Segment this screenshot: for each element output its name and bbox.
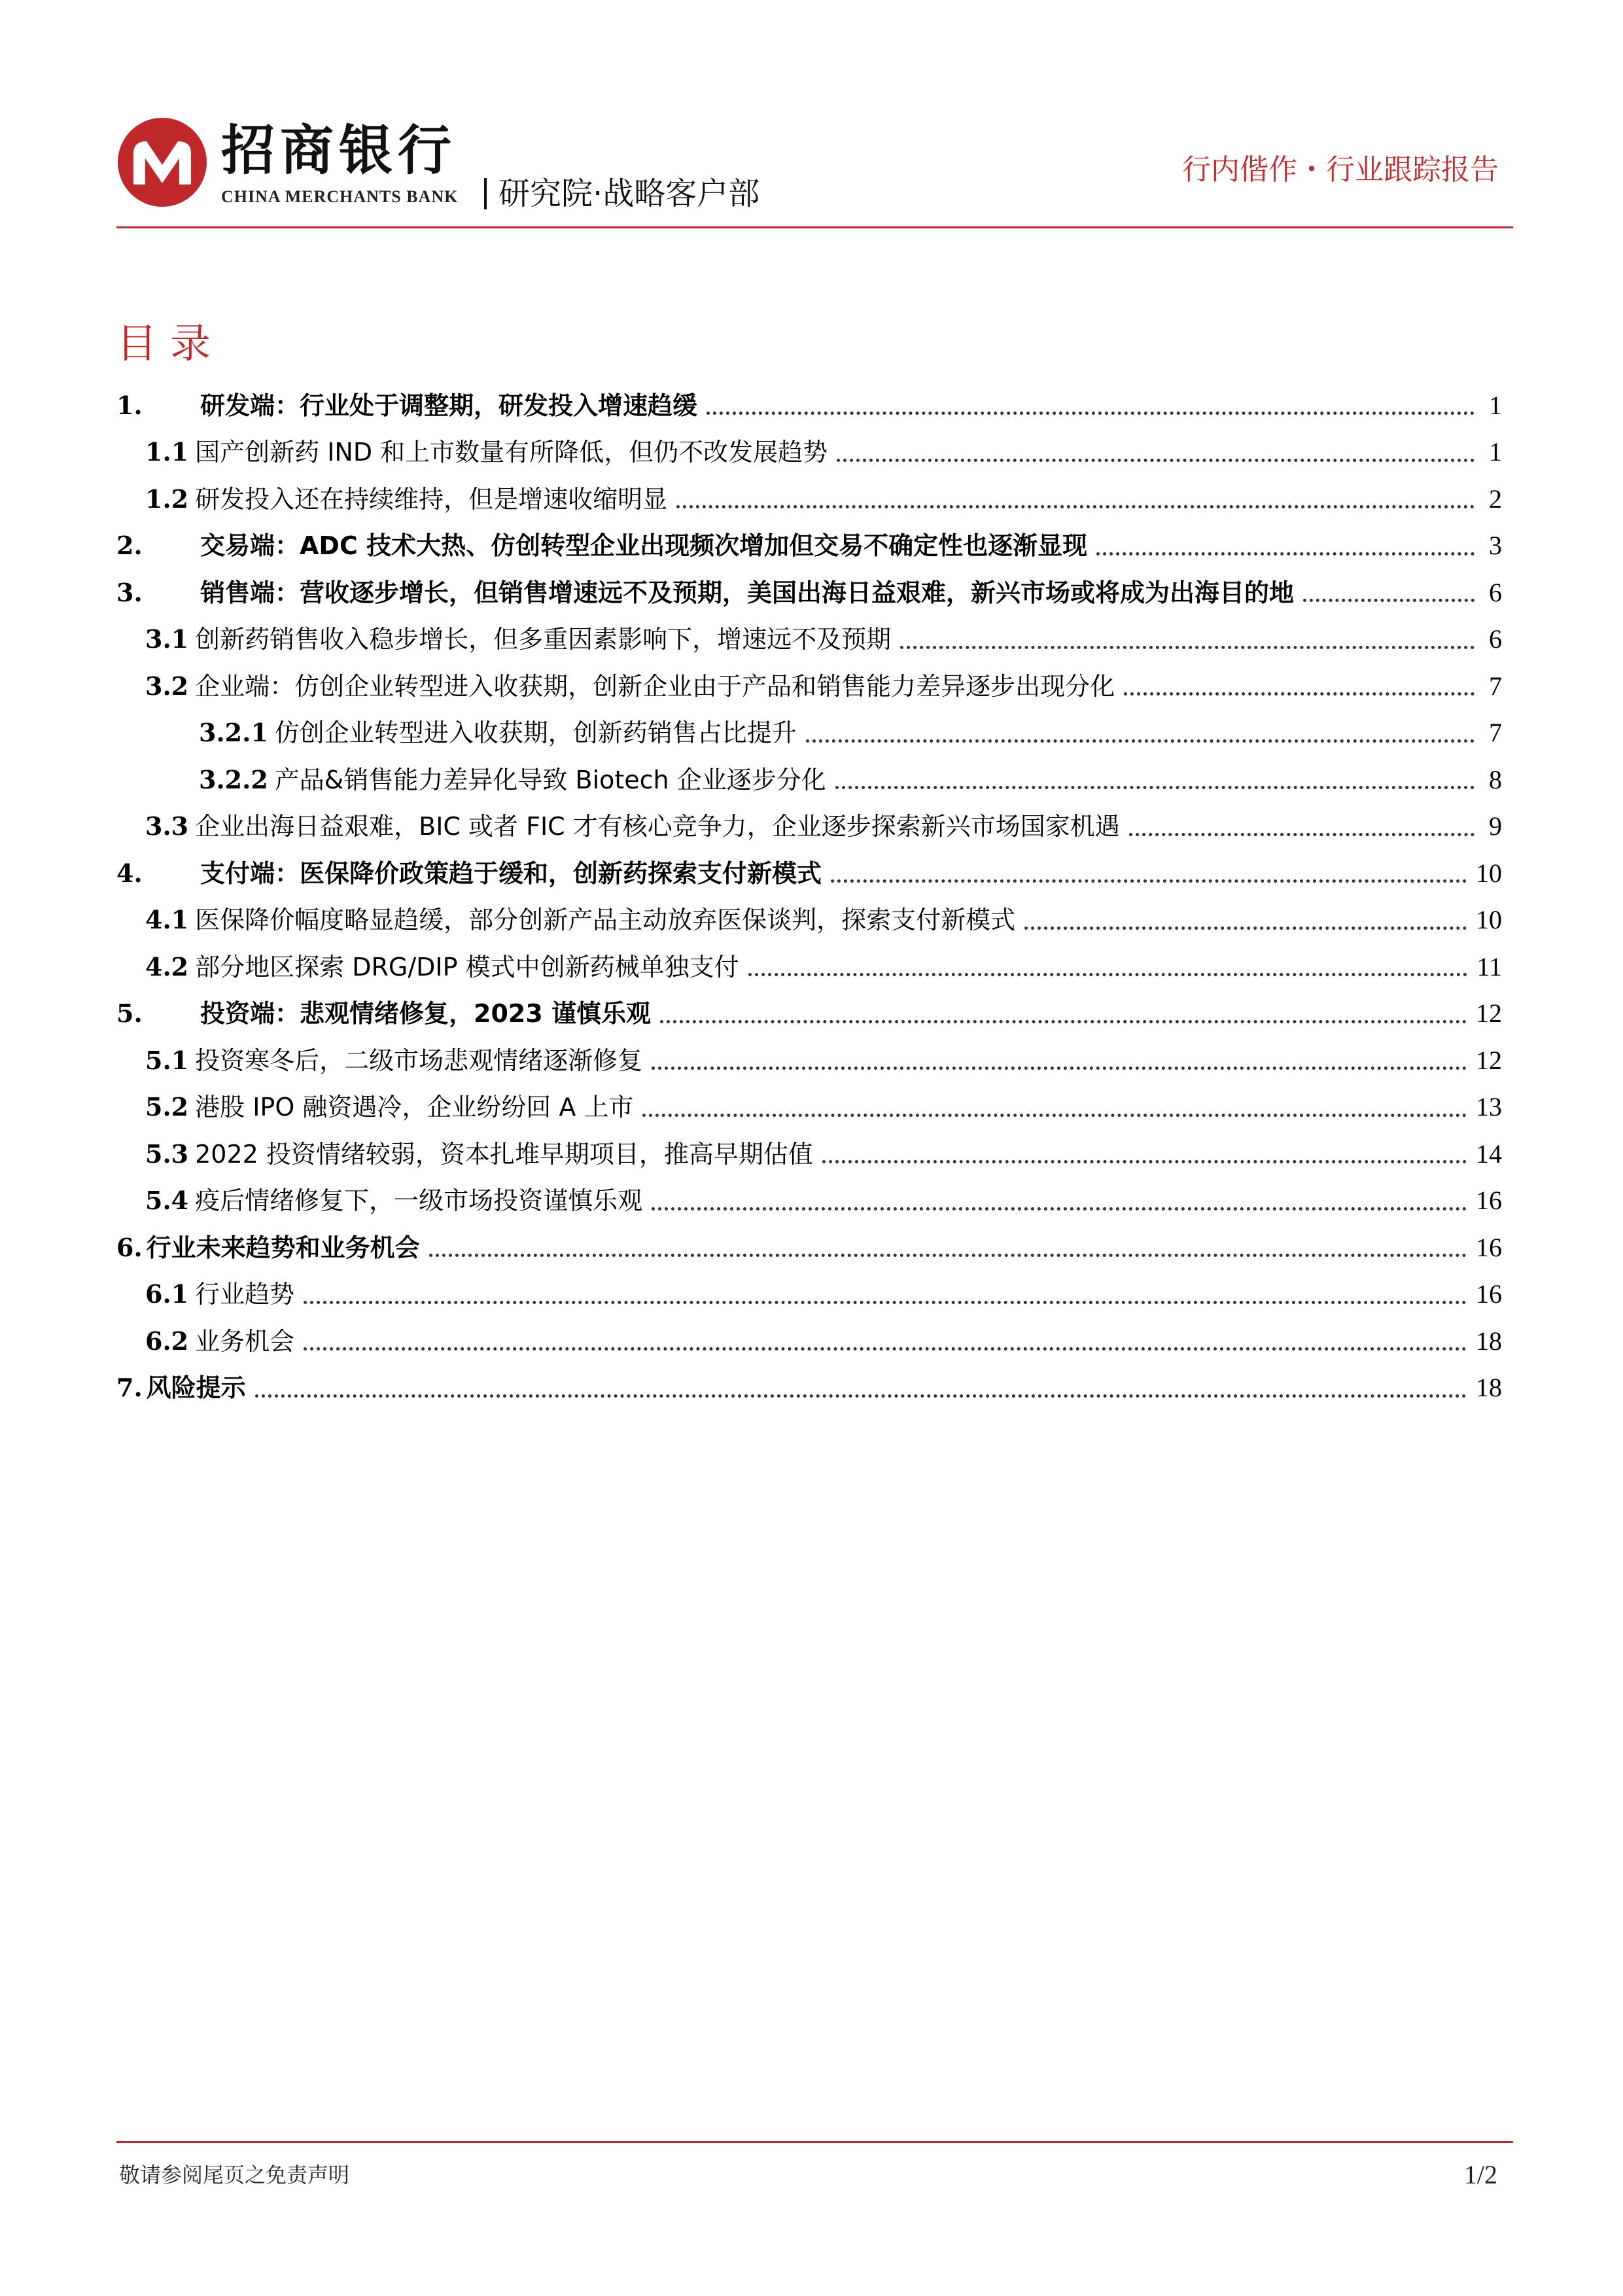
toc-leader-dots bbox=[1024, 927, 1467, 930]
toc-entry-title: 国产创新药 IND 和上市数量有所降低，但仍不改发展趋势 bbox=[195, 438, 828, 467]
toc-entry-number: 4. bbox=[116, 858, 143, 888]
toc-entry-title: 企业端：仿创企业转型进入收获期，创新企业由于产品和销售能力差异逐步出现分化 bbox=[195, 671, 1115, 701]
toc-entry[interactable] bbox=[116, 991, 1502, 1038]
toc-entry-title: 投资寒冬后，二级市场悲观情绪逐渐修复 bbox=[195, 1046, 643, 1075]
toc-entry-number: 1. bbox=[116, 390, 143, 420]
toc-entry-number: 7. bbox=[116, 1373, 143, 1403]
toc-entry-title: 2022 投资情绪较弱，资本扎堆早期项目，推高早期估值 bbox=[195, 1139, 813, 1169]
toc-entry-page: 18 bbox=[1476, 1326, 1502, 1356]
toc-entry-number: 6.2 bbox=[145, 1326, 189, 1356]
toc-entry-page: 16 bbox=[1476, 1186, 1502, 1216]
toc-entry[interactable] bbox=[116, 804, 1502, 851]
toc-entry-number: 6. bbox=[116, 1232, 143, 1262]
toc-entry-number: 5. bbox=[116, 998, 143, 1029]
toc-entry[interactable] bbox=[116, 523, 1502, 570]
toc-entry-number: 3. bbox=[116, 577, 143, 607]
toc-entry-page: 16 bbox=[1476, 1279, 1502, 1309]
toc-entry-title: 投资端：悲观情绪修复，2023 谨慎乐观 bbox=[200, 999, 651, 1029]
toc-leader-dots bbox=[748, 973, 1468, 976]
toc-leader-dots bbox=[707, 412, 1475, 415]
toc-entry-page: 6 bbox=[1489, 577, 1502, 607]
page-number: 1/2 bbox=[1463, 2160, 1497, 2189]
toc-entry-page: 12 bbox=[1476, 1045, 1502, 1075]
toc-entry-page: 3 bbox=[1489, 531, 1502, 561]
toc-leader-dots bbox=[676, 505, 1475, 508]
toc-entry-title: 研发端：行业处于调整期，研发投入增速趋缓 bbox=[200, 391, 698, 420]
toc-entry-title: 行业趋势 bbox=[195, 1280, 295, 1309]
toc-leader-dots bbox=[660, 1020, 1467, 1023]
toc-leader-dots bbox=[835, 786, 1475, 789]
toc-entry-title: 业务机会 bbox=[195, 1326, 295, 1356]
toc-entry-page: 14 bbox=[1476, 1139, 1502, 1169]
toc-entry[interactable] bbox=[116, 1271, 1502, 1318]
toc-leader-dots bbox=[806, 739, 1475, 743]
toc-entry[interactable] bbox=[116, 1224, 1502, 1271]
cmb-logo-icon bbox=[116, 116, 208, 208]
toc-entry[interactable] bbox=[116, 1318, 1502, 1365]
toc-entry-title: 行业未来趋势和业务机会 bbox=[146, 1233, 420, 1262]
toc-entry-page: 6 bbox=[1489, 624, 1502, 654]
toc-entry-title: 支付端：医保降价政策趋于缓和，创新药探索支付新模式 bbox=[200, 858, 822, 888]
toc-leader-dots bbox=[900, 646, 1475, 649]
toc-entry[interactable] bbox=[116, 476, 1502, 523]
toc-leader-dots bbox=[255, 1394, 1467, 1398]
toc-entry[interactable] bbox=[116, 1365, 1502, 1412]
toc-entry[interactable] bbox=[116, 1131, 1502, 1178]
toc-entry-title: 研发投入还在持续维持，但是增速收缩明显 bbox=[195, 484, 668, 514]
toc-entry-page: 18 bbox=[1476, 1373, 1502, 1403]
toc-leader-dots bbox=[1129, 833, 1475, 836]
toc-entry-title: 交易端：ADC 技术大热、仿创转型企业出现频次增加但交易不确定性也逐渐显现 bbox=[200, 531, 1088, 561]
toc-leader-dots bbox=[1096, 552, 1475, 556]
toc-entry[interactable] bbox=[116, 429, 1502, 476]
toc-entry-number: 5.2 bbox=[145, 1092, 189, 1122]
table-of-contents bbox=[116, 382, 1502, 1411]
toc-leader-dots bbox=[837, 459, 1475, 462]
footer-divider bbox=[116, 2141, 1513, 2143]
toc-entry-page: 10 bbox=[1476, 905, 1502, 935]
toc-entry-page: 13 bbox=[1476, 1092, 1502, 1122]
toc-leader-dots bbox=[652, 1067, 1467, 1070]
toc-entry[interactable] bbox=[116, 382, 1502, 429]
toc-entry-number: 5.3 bbox=[145, 1139, 189, 1169]
toc-entry[interactable] bbox=[116, 1178, 1502, 1225]
toc-entry-page: 16 bbox=[1476, 1232, 1502, 1262]
toc-entry-number: 3.2.1 bbox=[199, 718, 268, 748]
toc-entry-page: 2 bbox=[1489, 484, 1502, 514]
toc-entry-number: 5.1 bbox=[145, 1045, 189, 1075]
bank-name-english: CHINA MERCHANTS BANK bbox=[221, 187, 459, 206]
toc-entry[interactable] bbox=[116, 1037, 1502, 1084]
toc-entry-title: 销售端：营收逐步增长，但销售增速远不及预期，美国出海日益艰难，新兴市场或将成为出海目的地 bbox=[200, 578, 1295, 607]
toc-entry-number: 5.4 bbox=[145, 1186, 189, 1216]
bank-name: 招商银行 bbox=[221, 120, 457, 182]
toc-entry-page: 1 bbox=[1489, 390, 1502, 420]
toc-entry-number: 2. bbox=[116, 531, 143, 561]
toc-entry-title: 部分地区探索 DRG/DIP 模式中创新药械单独支付 bbox=[195, 952, 739, 981]
toc-entry-title: 仿创企业转型进入收获期，创新药销售占比提升 bbox=[274, 718, 797, 748]
toc-leader-dots bbox=[642, 1114, 1467, 1117]
toc-entry[interactable] bbox=[116, 1084, 1502, 1131]
header-divider bbox=[116, 226, 1513, 228]
toc-entry[interactable] bbox=[116, 897, 1502, 944]
footer-disclaimer: 敬请参阅尾页之免责声明 bbox=[119, 2163, 350, 2187]
toc-entry-page: 10 bbox=[1476, 858, 1502, 888]
toc-entry[interactable] bbox=[116, 756, 1502, 804]
toc-entry-page: 8 bbox=[1489, 764, 1502, 794]
toc-entry-number: 3.2 bbox=[145, 671, 189, 701]
toc-entry-number: 4.2 bbox=[145, 951, 189, 981]
toc-entry-number: 3.1 bbox=[145, 624, 189, 654]
toc-leader-dots bbox=[1124, 692, 1475, 696]
page-header bbox=[0, 0, 1623, 236]
toc-entry-number: 3.3 bbox=[145, 811, 189, 841]
toc-entry-number: 4.1 bbox=[145, 905, 189, 935]
toc-entry-number: 1.1 bbox=[145, 437, 189, 467]
toc-entry-title: 疫后情绪修复下，一级市场投资谨慎乐观 bbox=[195, 1186, 643, 1216]
toc-entry-number: 1.2 bbox=[145, 484, 189, 514]
toc-leader-dots bbox=[304, 1347, 1467, 1351]
toc-entry-title: 产品&销售能力差异化导致 Biotech 企业逐步分化 bbox=[274, 765, 826, 794]
toc-leader-dots bbox=[831, 879, 1467, 883]
toc-entry[interactable] bbox=[116, 663, 1502, 710]
toc-leader-dots bbox=[429, 1254, 1467, 1257]
toc-entry-page: 12 bbox=[1476, 998, 1502, 1029]
toc-entry[interactable] bbox=[116, 850, 1502, 897]
toc-entry-number: 6.1 bbox=[145, 1279, 189, 1309]
toc-entry-page: 9 bbox=[1489, 811, 1502, 841]
toc-entry-page: 1 bbox=[1489, 437, 1502, 467]
report-type-label: 行内偕作・行业跟踪报告 bbox=[1182, 153, 1499, 186]
toc-entry-title: 港股 IPO 融资遇冷，企业纷纷回 A 上市 bbox=[195, 1093, 634, 1122]
toc-entry[interactable] bbox=[116, 569, 1502, 616]
toc-entry-title: 风险提示 bbox=[146, 1373, 246, 1403]
toc-entry-title: 创新药销售收入稳步增长，但多重因素影响下，增速远不及预期 bbox=[195, 625, 892, 654]
toc-entry-page: 7 bbox=[1489, 671, 1502, 701]
toc-entry-number: 3.2.2 bbox=[199, 764, 268, 794]
toc-entry-title: 企业出海日益艰难，BIC 或者 FIC 才有核心竞争力，企业逐步探索新兴市场国家机遇 bbox=[195, 812, 1120, 841]
toc-leader-dots bbox=[1303, 599, 1475, 602]
department-label: 研究院·战略客户部 bbox=[484, 178, 759, 209]
toc-entry[interactable] bbox=[116, 944, 1502, 991]
toc-leader-dots bbox=[304, 1301, 1467, 1304]
toc-leader-dots bbox=[822, 1160, 1467, 1163]
toc-entry-title: 医保降价幅度略显趋缓，部分创新产品主动放弃医保谈判，探索支付新模式 bbox=[195, 906, 1016, 935]
toc-entry-page: 11 bbox=[1476, 951, 1502, 981]
toc-title: 目录 bbox=[116, 319, 224, 367]
toc-entry[interactable] bbox=[116, 710, 1502, 757]
toc-leader-dots bbox=[652, 1207, 1467, 1210]
toc-entry[interactable] bbox=[116, 616, 1502, 663]
toc-entry-page: 7 bbox=[1489, 718, 1502, 748]
